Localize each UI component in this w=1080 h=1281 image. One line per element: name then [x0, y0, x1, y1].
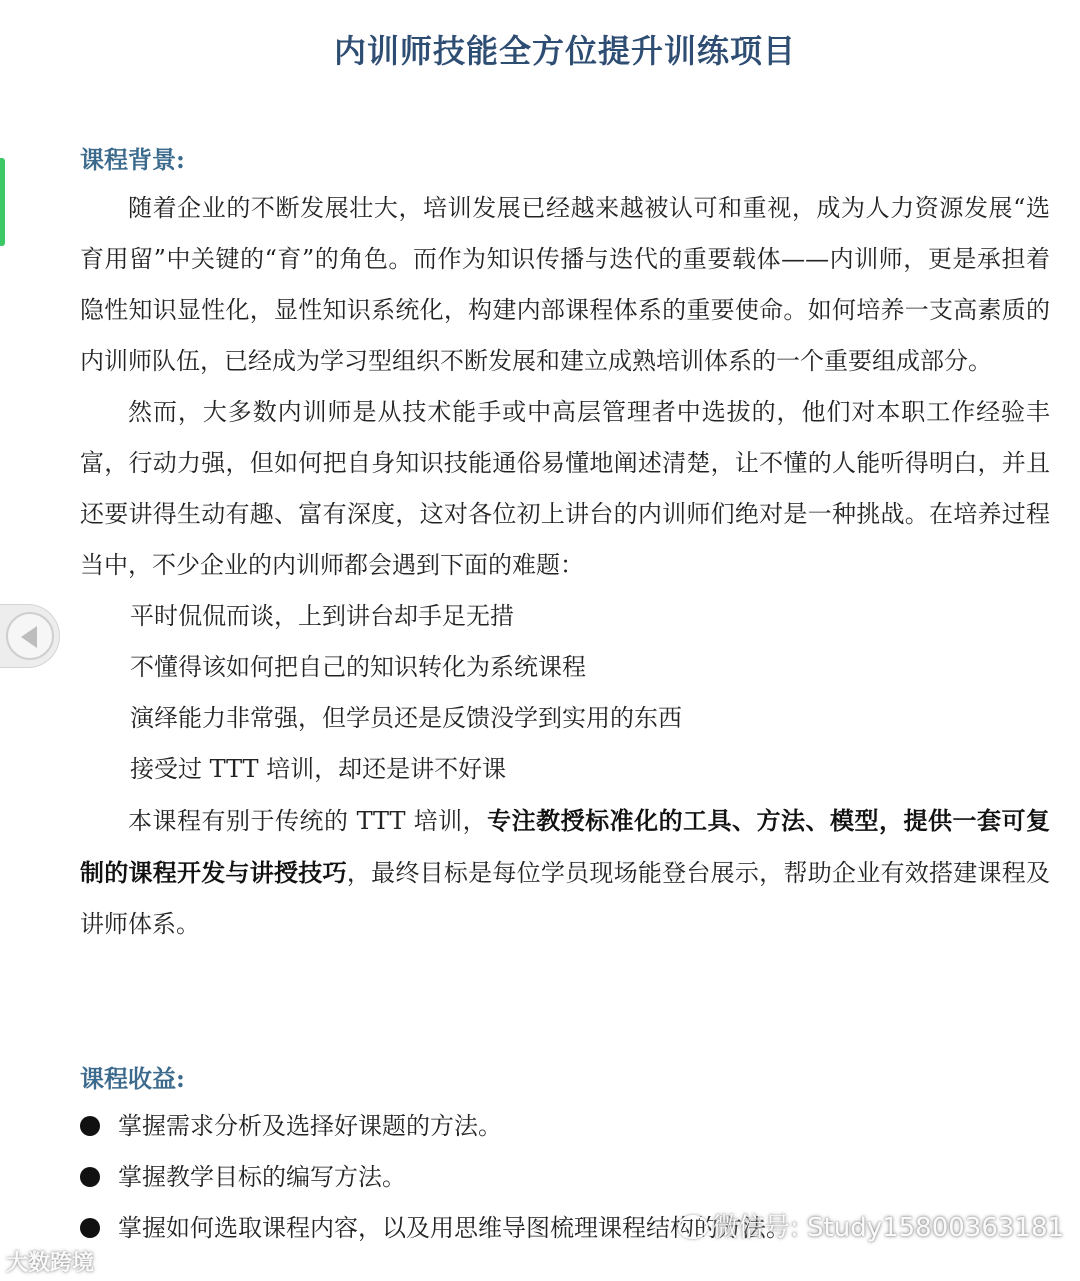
benefit-item-1 [80, 1101, 502, 1152]
background-paragraph-2: 然而，大多数内训师是从技术能手或中高层管理者中选拔的，他们对本职工作经验丰富，行动力强，但如何把自身知识技能通俗易懂地阐述清楚，让不懂的人能听得明白，并且还要讲得生动有趣、富有深度，这对各位初上讲台的内训师们绝对是一种挑战。在培养过程当中，不少企业的内训师都会遇到下面的难题： [80, 398, 1050, 579]
background-content [80, 183, 1050, 950]
closing-text-2: ，最终目标是每位学员现场能登台展示，帮助企业有效搭建课程及讲师体系。 [80, 859, 1051, 938]
benefit-item-2 [80, 1152, 406, 1203]
closing-paragraph [80, 795, 1050, 950]
benefit-item-text: 掌握教学目标的编写方法。 [118, 1163, 406, 1191]
closing-bold-text: 专注教授标准化的工具、方法、模型，提供一套可复制的课程开发与讲授技巧 [80, 806, 1051, 887]
problem-item-3: 演绎能力非常强，但学员还是反馈没学到实用的东西 [130, 704, 682, 732]
closing-text-1: 本课程有别于传统的 TTT 培训， [128, 807, 488, 835]
bullet-icon [80, 1218, 100, 1238]
watermark-left-text: 大数跨境 [6, 1251, 95, 1276]
benefit-item-text: 掌握需求分析及选择好课题的方法。 [118, 1112, 502, 1140]
problem-item-2: 不懂得该如何把自己的知识转化为系统课程 [130, 653, 586, 681]
background-paragraph-1: 随着企业的不断发展壮大，培训发展已经越来越被认可和重视，成为人力资源发展“选育用留”中关键的“育”的角色。而作为知识传播与迭代的重要载体——内训师，更是承担着隐性知识显性化，显性知识系统化，构建内部课程体系的重要使命。如何培养一支高素质的内训师队伍，已经成为学习型组织不断发展和建立成熟培训体系的一个重要组成部分。 [80, 194, 1050, 375]
back-arrow-icon [6, 612, 54, 660]
background-heading: 课程背景: [80, 145, 185, 174]
bullet-icon [80, 1167, 100, 1187]
bullet-icon [80, 1116, 100, 1136]
watermark-right-text: 微信号: Study15800363181 [712, 1213, 1065, 1243]
benefits-heading: 课程收益: [80, 1064, 185, 1093]
problem-item-4: 接受过 TTT 培训，却还是讲不好课 [130, 755, 507, 783]
watermark-right [678, 1207, 1064, 1244]
benefit-item-text: 掌握如何选取课程内容，以及用思维导图梳理课程结构的方法。 [118, 1214, 790, 1242]
wechat-icon [678, 1215, 708, 1239]
side-tab[interactable] [0, 158, 5, 246]
problem-item-1: 平时侃侃而谈，上到讲台却手足无措 [130, 602, 514, 630]
back-button[interactable] [0, 604, 60, 668]
page-title: 内训师技能全方位提升训练项目 [333, 32, 796, 70]
watermark-left [6, 1246, 94, 1277]
